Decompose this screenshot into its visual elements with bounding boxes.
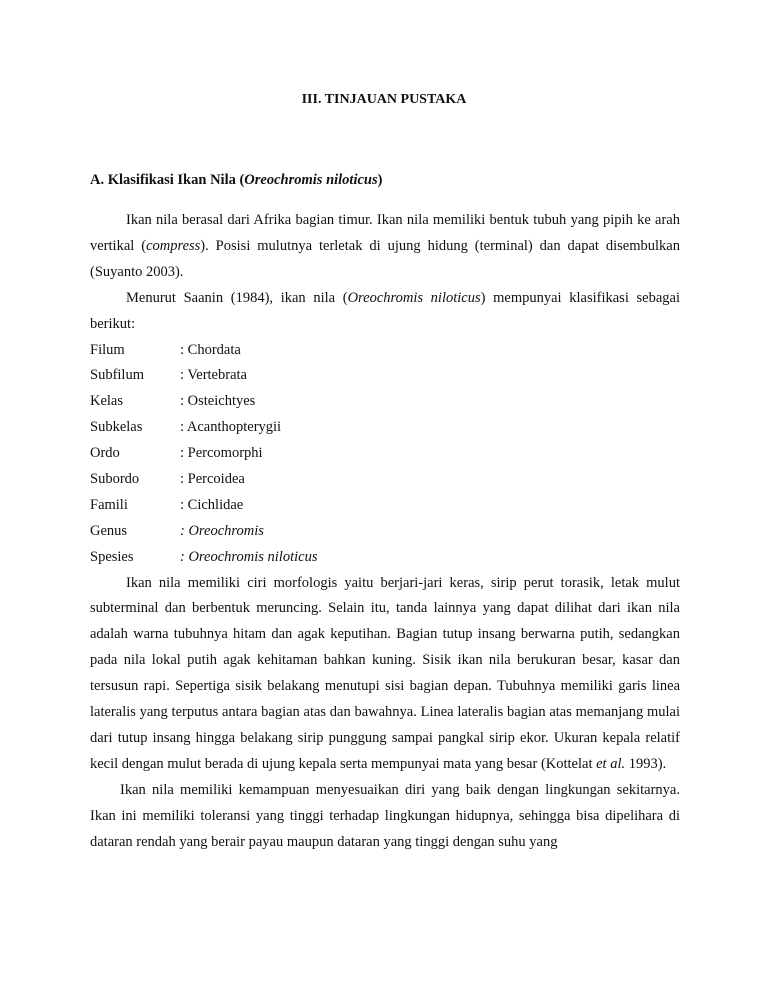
paragraph-origin-term: compress (146, 237, 201, 254)
section-heading-prefix: A. Klasifikasi Ikan Nila ( (90, 172, 245, 188)
paragraph-origin (90, 208, 680, 286)
body-text (90, 208, 680, 856)
classification-row (90, 338, 680, 364)
classification-row (90, 441, 680, 467)
classification-intro-text: Menurut Saanin (1984), ikan nila ( (126, 289, 348, 306)
classification-key: Subordo (90, 470, 140, 487)
paragraph-morphology-text: Ikan nila memiliki ciri morfologis yaitu berjari-jari keras, sirip perut torasik, letak mulut subterminal dan berbentuk meruncing. Selain itu, tanda lainnya yang dapat dilihat dari ikan nila adalah warna tubuhnya hitam dan agak keputihan. Bagian tutup insang berwarna putih, sedangkan pada nila lokal putih agak kehitaman bahkan kuning. Sisik ikan nila berukuran besar, kasar dan tersusun rapi. Sepertiga sisik belakang menutupi sisi bagian depan. Tubuhnya memiliki garis linea lateralis yang terputus antara bagian atas dan bawahnya. Linea lateralis bagian atas memanjang mulai dari tutup insang hingga belakang sirip punggung sampai pangkal sirip ekor. Ukuran kepala relatif kecil dengan mulut berada di ujung kepala serta mempunyai mata yang besar (Kottelat (90, 574, 680, 772)
classification-row (90, 545, 680, 571)
classification-row (90, 519, 680, 545)
classification-value: : Percomorphi (180, 445, 263, 462)
classification-intro-species: Oreochromis niloticus (347, 289, 481, 306)
section-heading (90, 172, 382, 189)
classification-key: Genus (90, 522, 128, 539)
classification-value: : Cichlidae (180, 496, 244, 513)
classification-value: : Acanthopterygii (180, 419, 282, 436)
section-heading-species: Oreochromis niloticus (244, 172, 378, 188)
paragraph-morphology-text-end: 1993). (625, 755, 667, 772)
classification-key: Kelas (90, 393, 124, 410)
classification-key: Subkelas (90, 419, 143, 436)
classification-value: : Osteichtyes (180, 393, 256, 410)
classification-row (90, 415, 680, 441)
classification-value: : Oreochromis (180, 522, 264, 539)
classification-row (90, 363, 680, 389)
classification-value: : Oreochromis niloticus (180, 548, 318, 565)
classification-value: : Chordata (180, 341, 241, 358)
classification-key: Ordo (90, 445, 120, 462)
paragraph-classification-intro (90, 286, 680, 338)
classification-row (90, 467, 680, 493)
paragraph-morphology (90, 571, 680, 778)
chapter-title: III. TINJAUAN PUSTAKA (301, 92, 467, 107)
paragraph-habitat: Ikan nila memiliki kemampuan menyesuaikan diri yang baik dengan lingkungan sekitarnya. Ikan ini memiliki toleransi yang tinggi terhadap lingkungan hidupnya, sehingga bisa dipelihara di dataran rendah yang berair payau maupun dataran yang tinggi dengan suhu yang (90, 781, 680, 850)
section-heading-suffix: ) (377, 172, 383, 188)
classification-list (90, 338, 680, 571)
paragraph-origin-text: Ikan nila berasal dari Afrika bagian timur. Ikan nila memiliki bentuk tubuh yang pipih ke arah vertikal ( (90, 212, 680, 254)
classification-value: : Percoidea (180, 470, 245, 487)
classification-key: Filum (90, 341, 125, 358)
classification-row (90, 389, 680, 415)
classification-intro-text-end: ) mempunyai klasifikasi sebagai berikut: (90, 289, 680, 332)
paragraph-morphology-citation-term: et al. (596, 755, 626, 772)
classification-key: Famili (90, 496, 128, 513)
paragraph-origin-text-end: ). Posisi mulutnya terletak di ujung hidung (terminal) dan dapat disembulkan (Suyanto 2003). (90, 237, 680, 280)
classification-key: Spesies (90, 548, 134, 565)
classification-key: Subfilum (90, 367, 144, 384)
classification-value: : Vertebrata (180, 367, 247, 384)
classification-row (90, 493, 680, 519)
